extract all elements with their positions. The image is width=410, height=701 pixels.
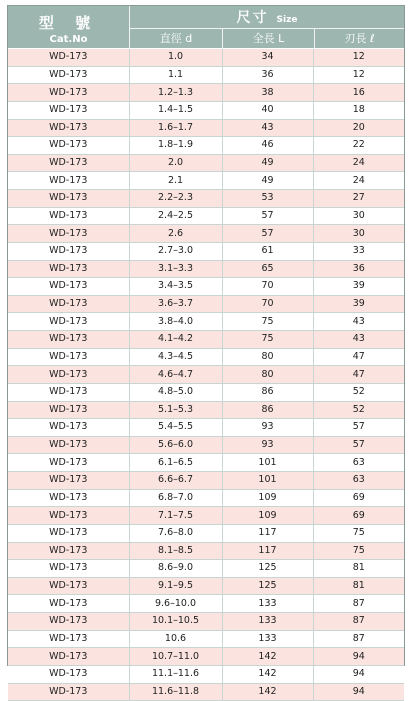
diameter-cell: 3.6–3.7 [129,295,222,313]
cat-no-cell: WD-173 [8,665,129,683]
total-length-cell: 109 [222,489,313,507]
blade-length-cell: 63 [313,472,404,490]
blade-length-cell: 24 [313,154,404,172]
diameter-cell: 1.0 [129,49,222,66]
diameter-cell: 2.2–2.3 [129,190,222,208]
diameter-cell: 6.6–6.7 [129,472,222,490]
table-row [8,419,404,437]
total-length-cell: 40 [222,101,313,119]
table-row [8,630,404,648]
cat-no-cell: WD-173 [8,560,129,578]
cat-no-cell: WD-173 [8,331,129,349]
size-subheaders [130,28,404,49]
table-row [8,472,404,490]
cat-no-cell: WD-173 [8,313,129,331]
cat-no-cell: WD-173 [8,436,129,454]
total-length-cell: 133 [222,595,313,613]
table-row [8,648,404,666]
table-row [8,331,404,349]
blade-length-cell: 33 [313,242,404,260]
diameter-cell: 5.6–6.0 [129,436,222,454]
table-row [8,454,404,472]
blade-length-cell: 16 [313,84,404,102]
total-length-cell: 133 [222,613,313,631]
total-length-cell: 49 [222,154,313,172]
diameter-cell: 2.4–2.5 [129,207,222,225]
cat-no-cell: WD-173 [8,366,129,384]
diameter-cell: 9.6–10.0 [129,595,222,613]
cat-no-cell: WD-173 [8,507,129,525]
diameter-cell: 7.1–7.5 [129,507,222,525]
table-row [8,613,404,631]
total-length-cell: 53 [222,190,313,208]
spec-table-body [8,49,404,701]
cat-no-cell: WD-173 [8,489,129,507]
blade-length-cell: 36 [313,260,404,278]
table-row [8,225,404,243]
cat-no-header-zh: 型 號 [38,14,99,32]
table-row [8,577,404,595]
cat-no-cell: WD-173 [8,137,129,155]
blade-length-cell: 12 [313,49,404,66]
size-header-zh: 尺寸 [236,10,269,26]
cat-no-cell: WD-173 [8,119,129,137]
table-row [8,295,404,313]
cat-no-cell: WD-173 [8,524,129,542]
cat-no-cell: WD-173 [8,577,129,595]
diameter-cell: 10.6 [129,630,222,648]
total-length-cell: 93 [222,436,313,454]
size-header [130,6,404,27]
blade-length-cell: 39 [313,278,404,296]
cat-no-cell: WD-173 [8,683,129,701]
diameter-cell: 6.1–6.5 [129,454,222,472]
blade-length-cell: 43 [313,313,404,331]
blade-length-cell: 30 [313,207,404,225]
total-length-cell: 38 [222,84,313,102]
blade-length-header: 刃長 ℓ [344,32,375,45]
blade-length-cell: 87 [313,613,404,631]
total-length-cell: 70 [222,278,313,296]
table-row [8,278,404,296]
table-row [8,683,404,701]
table-row [8,190,404,208]
blade-length-cell: 43 [313,331,404,349]
blade-length-cell: 30 [313,225,404,243]
table-row [8,242,404,260]
blade-length-cell: 39 [313,295,404,313]
diameter-cell: 9.1–9.5 [129,577,222,595]
table-row [8,260,404,278]
table-row [8,137,404,155]
diameter-cell: 2.7–3.0 [129,242,222,260]
diameter-cell: 1.4–1.5 [129,101,222,119]
cat-no-cell: WD-173 [8,84,129,102]
diameter-cell: 3.1–3.3 [129,260,222,278]
total-length-cell: 133 [222,630,313,648]
total-length-cell: 43 [222,119,313,137]
diameter-cell: 8.6–9.0 [129,560,222,578]
cat-no-cell: WD-173 [8,190,129,208]
cat-no-cell: WD-173 [8,49,129,66]
cat-no-cell: WD-173 [8,348,129,366]
table-row [8,436,404,454]
blade-length-cell: 94 [313,648,404,666]
table-row [8,524,404,542]
cat-no-cell: WD-173 [8,419,129,437]
cat-no-cell: WD-173 [8,154,129,172]
total-length-cell: 80 [222,366,313,384]
total-length-cell: 80 [222,348,313,366]
cat-no-header [8,6,130,48]
diameter-cell: 4.8–5.0 [129,383,222,401]
total-length-cell: 36 [222,66,313,84]
size-header-en: Size [276,15,298,25]
table-row [8,401,404,419]
total-length-cell: 49 [222,172,313,190]
blade-length-cell: 94 [313,683,404,701]
cat-no-cell: WD-173 [8,172,129,190]
cat-no-cell: WD-173 [8,260,129,278]
diameter-cell: 2.0 [129,154,222,172]
table-row [8,101,404,119]
table-row [8,172,404,190]
blade-length-cell: 57 [313,436,404,454]
total-length-cell: 57 [222,225,313,243]
diameter-cell: 8.1–8.5 [129,542,222,560]
total-length-cell: 125 [222,577,313,595]
blade-length-cell: 69 [313,489,404,507]
blade-length-cell: 20 [313,119,404,137]
cat-no-cell: WD-173 [8,101,129,119]
cat-no-cell: WD-173 [8,295,129,313]
total-length-cell: 109 [222,507,313,525]
diameter-cell: 5.1–5.3 [129,401,222,419]
diameter-cell: 5.4–5.5 [129,419,222,437]
blade-length-cell: 57 [313,419,404,437]
total-length-cell: 86 [222,401,313,419]
cat-no-cell: WD-173 [8,472,129,490]
cat-no-cell: WD-173 [8,595,129,613]
table-row [8,49,404,66]
blade-length-cell: 52 [313,401,404,419]
table-row [8,84,404,102]
cat-no-cell: WD-173 [8,542,129,560]
blade-length-cell: 75 [313,542,404,560]
total-length-cell: 93 [222,419,313,437]
cat-no-cell: WD-173 [8,613,129,631]
diameter-header: 直徑 d [130,29,223,49]
diameter-cell: 3.8–4.0 [129,313,222,331]
blade-length-cell: 22 [313,137,404,155]
blade-length-cell: 52 [313,383,404,401]
table-row [8,560,404,578]
blade-length-cell: 87 [313,630,404,648]
cat-no-cell: WD-173 [8,207,129,225]
cat-no-cell: WD-173 [8,454,129,472]
total-length-cell: 142 [222,665,313,683]
cat-no-cell: WD-173 [8,401,129,419]
table-row [8,119,404,137]
blade-length-cell: 18 [313,101,404,119]
blade-length-cell: 94 [313,665,404,683]
total-length-cell: 101 [222,472,313,490]
diameter-cell: 1.6–1.7 [129,119,222,137]
cat-no-cell: WD-173 [8,225,129,243]
cat-no-cell: WD-173 [8,66,129,84]
total-length-cell: 142 [222,648,313,666]
diameter-cell: 6.8–7.0 [129,489,222,507]
diameter-cell: 3.4–3.5 [129,278,222,296]
diameter-cell: 4.6–4.7 [129,366,222,384]
diameter-cell: 10.1–10.5 [129,613,222,631]
table-row [8,366,404,384]
total-length-cell: 70 [222,295,313,313]
total-length-cell: 142 [222,683,313,701]
table-row [8,313,404,331]
total-length-header: 全長 L [223,29,315,49]
blade-length-cell: 81 [313,577,404,595]
cat-no-cell: WD-173 [8,630,129,648]
table-row [8,665,404,683]
total-length-cell: 65 [222,260,313,278]
blade-length-cell: 81 [313,560,404,578]
diameter-cell: 1.1 [129,66,222,84]
table-header [8,6,404,48]
table-row [8,383,404,401]
table-row [8,542,404,560]
diameter-cell: 11.6–11.8 [129,683,222,701]
table-row [8,154,404,172]
total-length-cell: 57 [222,207,313,225]
total-length-cell: 46 [222,137,313,155]
blade-length-cell: 87 [313,595,404,613]
diameter-cell: 7.6–8.0 [129,524,222,542]
table-row [8,207,404,225]
cat-no-cell: WD-173 [8,278,129,296]
blade-length-cell: 63 [313,454,404,472]
spec-table [7,5,405,697]
table-row [8,348,404,366]
cat-no-cell: WD-173 [8,242,129,260]
table-row [8,489,404,507]
diameter-cell: 1.8–1.9 [129,137,222,155]
cat-no-cell: WD-173 [8,648,129,666]
blade-length-cell: 24 [313,172,404,190]
total-length-cell: 125 [222,560,313,578]
diameter-cell: 2.1 [129,172,222,190]
cat-no-header-en: Cat.No [49,34,88,45]
total-length-cell: 75 [222,313,313,331]
cat-no-cell: WD-173 [8,383,129,401]
diameter-cell: 2.6 [129,225,222,243]
total-length-cell: 117 [222,524,313,542]
diameter-cell: 10.7–11.0 [129,648,222,666]
total-length-cell: 117 [222,542,313,560]
diameter-cell: 4.3–4.5 [129,348,222,366]
total-length-cell: 75 [222,331,313,349]
blade-length-cell: 27 [313,190,404,208]
blade-length-cell: 69 [313,507,404,525]
total-length-cell: 86 [222,383,313,401]
diameter-cell: 4.1–4.2 [129,331,222,349]
blade-length-cell: 75 [313,524,404,542]
blade-length-cell: 12 [313,66,404,84]
diameter-cell: 1.2–1.3 [129,84,222,102]
total-length-cell: 61 [222,242,313,260]
table-row [8,595,404,613]
table-row [8,507,404,525]
table-row [8,66,404,84]
total-length-cell: 34 [222,49,313,66]
blade-length-cell: 47 [313,366,404,384]
diameter-cell: 11.1–11.6 [129,665,222,683]
blade-length-cell: 47 [313,348,404,366]
total-length-cell: 101 [222,454,313,472]
